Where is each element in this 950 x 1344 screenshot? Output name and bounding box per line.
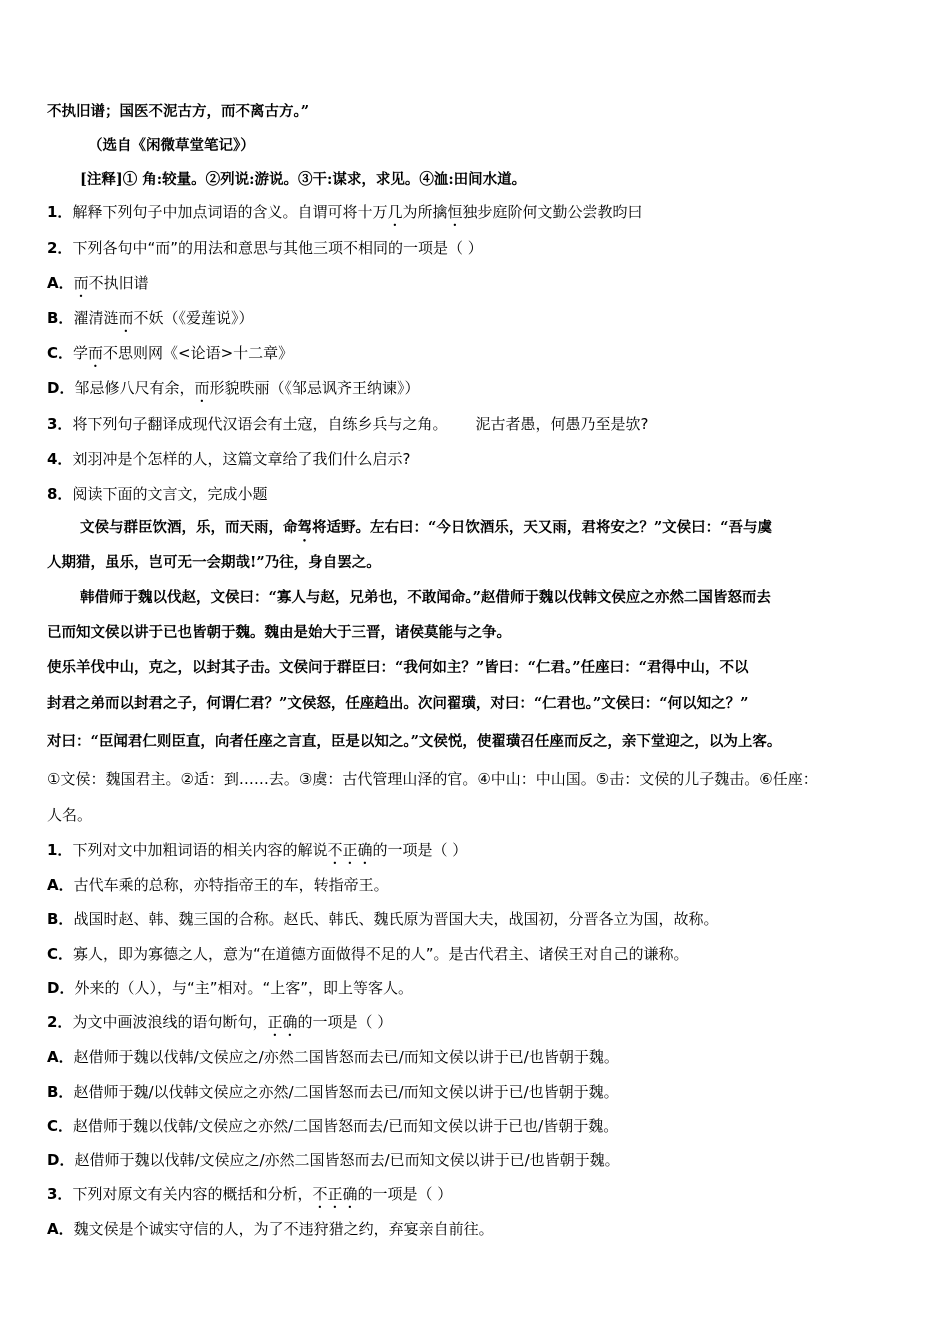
question-text: 的一项是（ ） (357, 1185, 453, 1203)
option-label: A． (47, 1048, 74, 1066)
passage-text: 将适野。左右曰：“今日饮酒乐，天又雨，君将安之？”文侯曰：“吾与虞 (312, 519, 773, 536)
option-text: 学 (73, 344, 89, 362)
dotted-word: 恒 (447, 203, 463, 221)
option-text: 寡人，即为寡德之人，意为“在道德方面做得不足的人”。是古代君主、诸侯王对自己的谦称。 (73, 945, 689, 963)
question-text: 泥古者愚，何愚乃至是欤? (475, 415, 649, 433)
question-3 (47, 414, 648, 434)
passage-text: 文侯与群臣饮酒，乐，而天雨，命 (80, 519, 298, 536)
passage-line: 对曰：“臣闻君仁则臣直，向者任座之言直，臣是以知之。”文侯悦，使翟璜召任座而反之，亲下堂迎之，以为上客。 (47, 733, 782, 750)
option-d (47, 1150, 620, 1170)
dotted-word: 不正确 (327, 841, 373, 859)
question-number: 2． (47, 239, 73, 257)
question-text: 下列对文中加粗词语的相关内容的解说 (72, 841, 328, 859)
option-label: B． (47, 1083, 74, 1101)
option-text: 不思则网《<论语>十二章》 (103, 344, 294, 362)
option-text: 形貌昳丽（《邹忌讽齐王纳谏》） (209, 379, 420, 397)
option-text: 邹忌修八尺有余， (74, 379, 195, 397)
dotted-word: 正确 (267, 1013, 298, 1031)
notes-line: ①文侯：魏国君主。②适：到……去。③虞：古代管理山泽的官。④中山：中山国。⑤击：文侯的儿子魏击。⑥任座： (47, 770, 818, 788)
option-text: 赵借师于魏以伐韩/文侯应之/亦然二国皆怒而去已/而知文侯以讲于已/也皆朝于魏。 (73, 1048, 619, 1066)
question-text: 为文中画波浪线的语句断句， (72, 1013, 268, 1031)
option-text: 外来的（人），与“主”相对。“上客”，即上等客人。 (74, 979, 414, 997)
question-number: 3． (47, 415, 73, 433)
dotted-word: 几 (387, 203, 403, 221)
option-a (47, 1219, 494, 1239)
question-text: 为所擒 (402, 203, 448, 221)
question-number: 3． (47, 1185, 73, 1203)
question-text: 的一项是（ ） (297, 1013, 393, 1031)
passage-line: 不执旧谱；国医不泥古方，而不离古方。” (47, 103, 310, 120)
option-text: 古代车乘的总称，亦特指帝王的车，转指帝王。 (73, 876, 389, 894)
question-4 (47, 449, 410, 469)
option-text: 赵借师于魏/以伐韩文侯应之亦然/二国皆怒而去已/而知文侯以讲于已/也皆朝于魏。 (73, 1083, 619, 1101)
option-c (47, 944, 689, 964)
question-text: 解释下列句子中加点词语的含义。自谓可将十万 (72, 203, 388, 221)
option-text: 濯清涟 (73, 309, 119, 327)
option-label: D． (47, 379, 75, 397)
question-number: 4． (47, 450, 73, 468)
passage-line (80, 518, 772, 545)
sub-question-1 (47, 840, 467, 868)
option-b (47, 909, 718, 929)
option-text: 不妖（《爱莲说》） (133, 309, 254, 327)
option-d (47, 378, 420, 406)
option-label: B． (47, 309, 74, 327)
question-text: 下列各句中“而”的用法和意思与其他三项不相同的一项是（ ） (72, 239, 483, 257)
option-a (47, 273, 149, 301)
option-c (47, 343, 293, 371)
passage-line: 已而知文侯以讲于已也皆朝于魏。魏由是始大于三晋，诸侯莫能与之争。 (47, 624, 511, 641)
option-b (47, 1082, 619, 1102)
option-text: 魏文侯是个诚实守信的人，为了不违狩猎之约，弃宴亲自前往。 (73, 1220, 494, 1238)
dotted-word: 而 (73, 274, 89, 292)
option-c (47, 1116, 618, 1136)
annotation-note: [注释]① 角:较量。②列说:游说。③干:谋求，求见。④洫:田间水道。 (80, 171, 527, 188)
option-text: 战国时赵、韩、魏三国的合称。赵氏、韩氏、魏氏原为晋国大夫，战国初，分晋各立为国，故称。 (73, 910, 719, 928)
sub-question-3 (47, 1184, 452, 1212)
question-number: 1． (47, 841, 73, 859)
question-text: 的一项是（ ） (372, 841, 468, 859)
question-text: 将下列句子翻译成现代汉语会有土寇，自练乡兵与之角。 (72, 415, 448, 433)
dotted-word: 不正确 (312, 1185, 358, 1203)
option-label: C． (47, 344, 74, 362)
sub-question-2 (47, 1012, 392, 1040)
option-a (47, 1047, 619, 1067)
option-label: C． (47, 1117, 74, 1135)
dotted-word: 而 (118, 309, 134, 327)
option-text: 不执旧谱 (88, 274, 149, 292)
option-text: 赵借师于魏以伐韩/文侯应之/亦然二国皆怒而去/已而知文侯以讲于已/也皆朝于魏。 (74, 1151, 620, 1169)
option-b (47, 308, 253, 336)
dotted-word: 而 (88, 344, 104, 362)
notes-line: 人名。 (47, 806, 93, 824)
option-label: A． (47, 1220, 74, 1238)
question-number: 1． (47, 203, 73, 221)
dotted-word: 驾 (297, 519, 312, 536)
option-label: B． (47, 910, 74, 928)
question-number: 2． (47, 1013, 73, 1031)
passage-line: 韩借师于魏以伐赵，文侯曰：“寡人与赵，兄弟也，不敢闻命。”赵借师于魏以伐韩文侯应之亦然二国皆怒而去 (80, 589, 771, 606)
question-1 (47, 202, 643, 230)
question-2 (47, 238, 483, 258)
option-d (47, 978, 413, 998)
source-citation: （选自《闲微草堂笔记》） (88, 137, 255, 154)
question-number: 8． (47, 485, 73, 503)
dotted-word: 而 (194, 379, 210, 397)
question-text: 独步庭阶何文勤公尝教昀曰 (462, 203, 643, 221)
option-label: D． (47, 979, 75, 997)
question-text: 阅读下面的文言文，完成小题 (72, 485, 268, 503)
passage-line: 封君之弟而以封君之子，何谓仁君？”文侯怒，任座趋出。次问翟璜，对曰：“仁君也。”文侯曰：“何以知之？” (47, 695, 749, 712)
option-label: D． (47, 1151, 75, 1169)
option-label: A． (47, 876, 74, 894)
option-label: A． (47, 274, 74, 292)
option-a (47, 875, 389, 895)
section-8-heading (47, 484, 267, 504)
question-text: 下列对原文有关内容的概括和分析， (72, 1185, 313, 1203)
passage-line: 人期猎，虽乐，岂可无一会期哉!”乃往，身自罢之。 (47, 554, 381, 571)
question-text: 刘羽冲是个怎样的人，这篇文章给了我们什么启示? (72, 450, 411, 468)
option-text: 赵借师于魏以伐韩/文侯应之亦然/二国皆怒而去/已而知文侯以讲于已也/皆朝于魏。 (73, 1117, 619, 1135)
option-label: C． (47, 945, 74, 963)
passage-line: 使乐羊伐中山，克之，以封其子击。文侯问于群臣曰：“我何如主？”皆曰：“仁君。”任座曰：“君得中山，不以 (47, 659, 749, 676)
